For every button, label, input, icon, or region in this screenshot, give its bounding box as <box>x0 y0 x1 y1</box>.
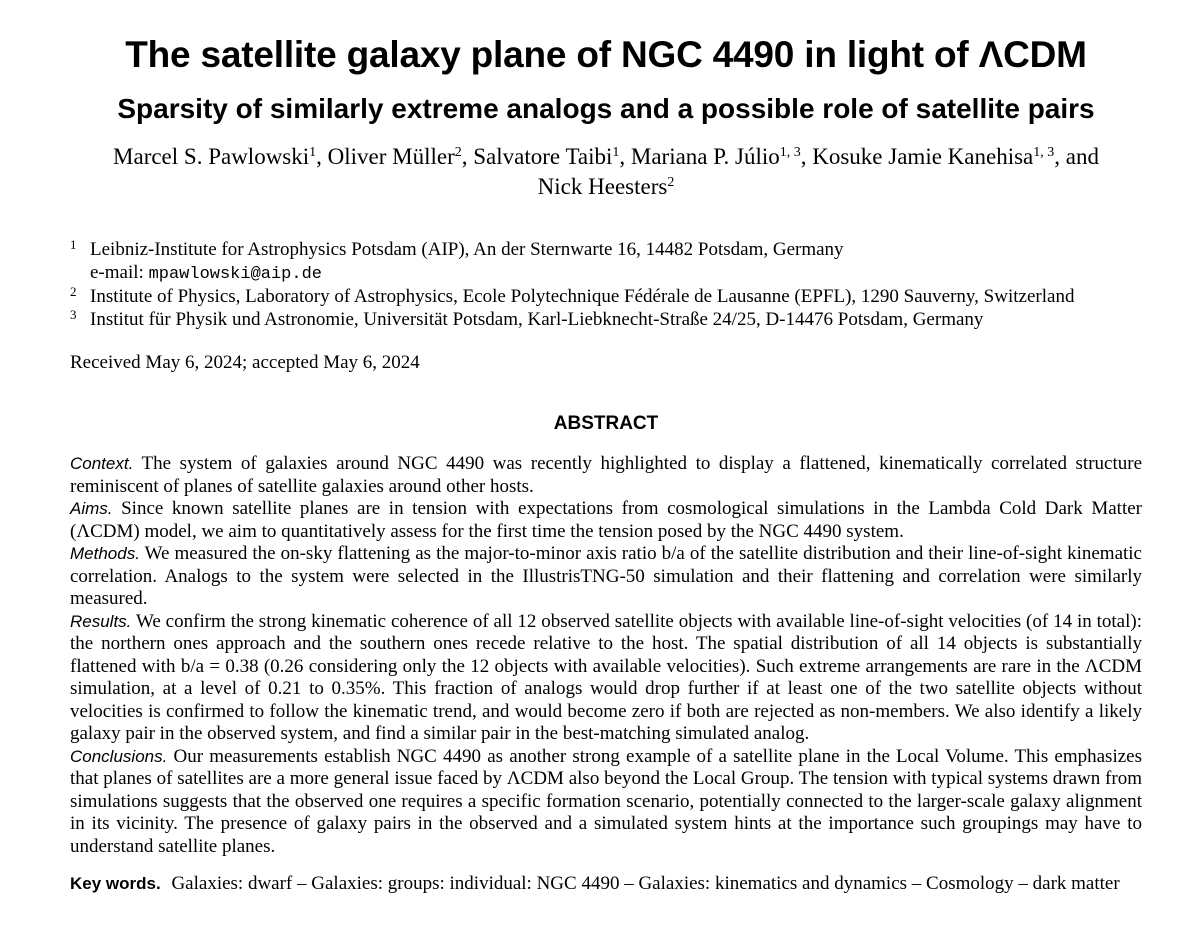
keywords-label: Key words. <box>70 874 161 893</box>
author-name: Kosuke Jamie Kanehisa <box>812 144 1034 169</box>
affiliation-number: 1 <box>70 237 77 252</box>
received-date: Received May 6, 2024; accepted May 6, 2024 <box>70 352 420 373</box>
email-label: e-mail: <box>90 261 149 283</box>
abstract-heading: ABSTRACT <box>553 413 659 434</box>
author-affiliation-marker: 2 <box>667 175 675 190</box>
author-affiliation-marker: 1, 3 <box>1033 145 1055 160</box>
affiliation-text: Leibniz-Institute for Astrophysics Potsdam (AIP), An der Sternwarte 16, 14482 Potsdam, Germany <box>90 239 844 260</box>
affiliation-item <box>70 286 1142 309</box>
author-name: Salvatore Taibi <box>473 144 613 169</box>
abstract-label: Methods. <box>70 544 140 563</box>
abstract-section-aims <box>70 498 1142 543</box>
paper-page <box>70 30 1142 896</box>
abstract-section-results <box>70 611 1142 746</box>
author-affiliation-marker: 2 <box>454 145 462 160</box>
abstract-section-conclusions <box>70 746 1142 859</box>
abstract-label: Conclusions. <box>70 746 168 766</box>
abstract-label: Results. <box>70 611 132 631</box>
keywords-text: Galaxies: dwarf – Galaxies: groups: individual: NGC 4490 – Galaxies: kinematics and dynamics – Cosmology – dark matter <box>171 873 1120 894</box>
author-separator: , <box>316 144 328 169</box>
abstract-body <box>70 453 1142 858</box>
email-link[interactable]: mpawlowski@aip.de <box>148 264 322 284</box>
abstract-section-methods <box>70 543 1142 611</box>
affiliation-number: 3 <box>70 306 77 322</box>
author-name: Mariana P. Júlio <box>630 144 780 169</box>
abstract-text: We confirm the strong kinematic coherence of all 12 observed satellite objects with available line-of-sight velocities (of 14 in total): the northern ones approach and the southern ones recede relative to the host. The spatial distribution of all 14 objects is substantially flattened with b/a = 0.38 (0.26 considering only the 12 objects with available velocities). Such extreme arrangements are rare in the ΛCDM simulation, at a level of 0.21 to 0.35%. This fraction of analogs would drop further if at least one of the two satellite objects without velocities is confirmed to follow the kinematic trend, and would become zero if both are rejected as non-members. We also identify a likely galaxy pair in the observed system, and find a similar pair in the best-matching simulated analog. <box>70 610 1142 744</box>
keywords <box>70 873 1142 896</box>
abstract-section-context <box>70 453 1142 498</box>
affiliation-email-row <box>70 262 1142 287</box>
paper-title: The satellite galaxy plane of NGC 4490 in light of ΛCDM <box>125 34 1087 75</box>
author-separator: , <box>461 144 474 169</box>
affiliation-item <box>70 306 1142 332</box>
author-name: Oliver Müller <box>327 144 455 169</box>
author-affiliation-marker: 1, 3 <box>779 145 801 160</box>
author-separator: , <box>619 144 631 169</box>
abstract-text: The system of galaxies around NGC 4490 was recently highlighted to display a flattened, kinematically correlated structure reminiscent of planes of satellite galaxies around other hosts. <box>70 453 1142 497</box>
author-separator: , and <box>1054 144 1099 169</box>
author-list <box>70 142 1142 202</box>
abstract-text: We measured the on-sky flattening as the major-to-minor axis ratio b/a of the satellite distribution and their line-of-sight kinematic correlation. Analogs to the system were selected in the IllustrisTNG-50 simulation and their flattening and correlation were similarly measured. <box>70 543 1142 609</box>
affiliation-text: Institut für Physik und Astronomie, Universität Potsdam, Karl-Liebknecht-Straße 24/25, D-14476 Potsdam, Germany <box>90 308 984 330</box>
abstract-text: Since known satellite planes are in tension with expectations from cosmological simulations in the Lambda Cold Dark Matter (ΛCDM) model, we aim to quantitatively assess for the first time the tension posed by the NGC 4490 system. <box>70 498 1142 542</box>
author-name: Marcel S. Pawlowski <box>113 144 310 169</box>
author-affiliation-marker: 1 <box>309 145 317 160</box>
affiliation-number: 2 <box>70 284 77 299</box>
affiliation-list <box>70 239 1142 331</box>
paper-subtitle: Sparsity of similarly extreme analogs and a possible role of satellite pairs <box>117 93 1095 124</box>
author-separator: , <box>800 144 813 169</box>
abstract-text: Our measurements establish NGC 4490 as another strong example of a satellite plane in the Local Volume. This emphasizes that planes of satellites are a more general issue faced by ΛCDM also beyond the Local Group. The tension with typical systems drawn from simulations suggests that the observed one requires a specific formation scenario, potentially connected to the larger-scale galaxy alignment in its vicinity. The presence of galaxy pairs in the observed and a simulated system hints at the importance such groupings may have to understand satellite planes. <box>70 745 1142 857</box>
author-name: Nick Heesters <box>537 174 668 199</box>
author-affiliation-marker: 1 <box>612 145 620 160</box>
abstract-label: Aims. <box>70 499 113 518</box>
abstract-label: Context. <box>70 454 134 473</box>
affiliation-item <box>70 239 1142 262</box>
affiliation-text: Institute of Physics, Laboratory of Astrophysics, Ecole Polytechnique Fédérale de Lausanne (EPFL), 1290 Sauverny, Switzerland <box>90 286 1075 307</box>
